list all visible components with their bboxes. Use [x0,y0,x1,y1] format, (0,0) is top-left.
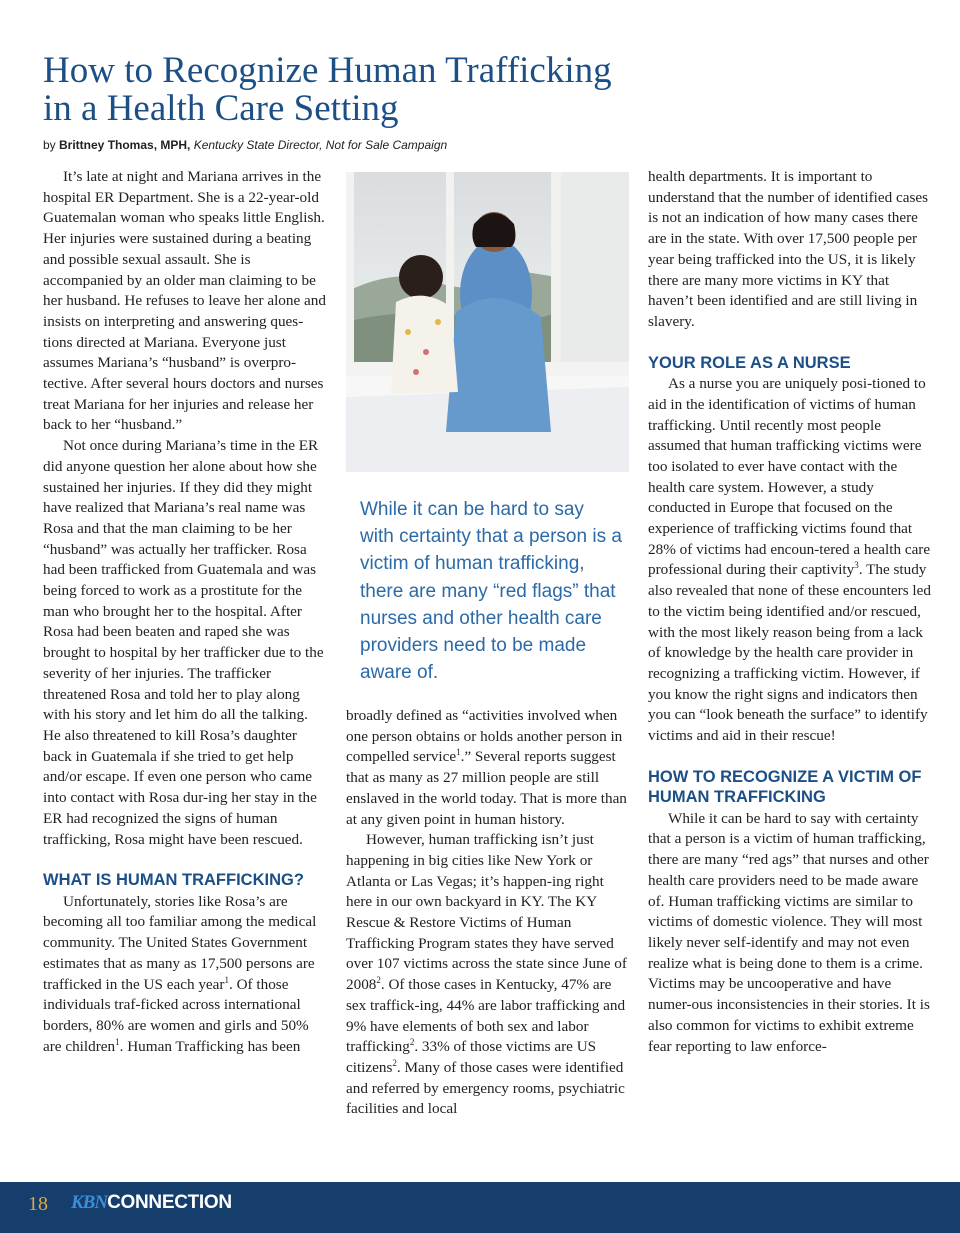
paragraph: It’s late at night and Mariana arrives in the hospital ER Department. She is a 22-year-old Guatemalan woman who speaks little English. Her injuries were sustained during a beating and possible sexual assault. She is accompanied by an older man claiming to be her husband. He refuses to leave her alone and insists on interpreting and answering ques-tions directed at Mariana. Everyone just assumes Mariana’s “husband” is overpro-tective. After several hours doctors and nurses treat Mariana for her injuries and release her back to her “husband.” [43,168,326,434]
title-line-2: in a Health Care Setting [43,88,399,129]
title-line-1: How to Recognize Human Trafficking [43,50,612,91]
paragraph [346,830,631,1120]
text-run: However, human trafficking isn’t just happening in big cities like New York or Atlanta or Las Vegas; it’s happen-ing right here in our own backyard in KY. The KY Rescue & Restore Victims of Human Trafficking Program states they have served over 107 victims across the state since June of 2008 [346,831,627,994]
section-heading-how-to-recognize: HOW TO RECOGNIZE A VICTIM OF HUMAN TRAFFICKING [648,767,922,807]
paragraph [648,374,932,747]
logo-connection: CONNECTION [107,1192,232,1213]
page-number: 18 [28,1193,48,1215]
text-run: . Human Trafficking has been [119,1037,301,1055]
footnote-ref: 2 [376,975,381,986]
pull-quote: While it can be hard to say with certainty that a person is a victim of human trafficking, there are many “red flags” that nurses and other health care providers need to be made aware of. [360,499,622,684]
paragraph [43,892,328,1058]
footnote-ref: 3 [854,560,859,571]
article-title [43,52,743,128]
text-run: As a nurse you are uniquely posi-tioned to aid in the identification of victims of human trafficking. Until recently most people assumed that human trafficking victims were too isolated to ever have contact with the health care system. However, a study conducted in Europe that focused on the experience of trafficking victims found that 28% of victims had encoun-tered a health care professional during their captivity [648,375,931,579]
text-run: . The study also revealed that none of these encounters led to the victim being identified and/or rescued, with the most likely reason being from a lack of knowledge by the health care provider in recognizing a trafficking victim. However, if you know the right signs and indicators then you can “look beneath the surface” to identify victims and aid in their rescue! [648,561,931,745]
text-run: . Many of those cases were identified and referred by emergency rooms, psychiatric facilities and local [346,1058,625,1118]
paragraph: While it can be hard to say with certainty that a person is a victim of human trafficking, there are many “red ags” that nurses and other health care providers need to be made aware of. Human trafficking victims are similar to victims of domestic violence. They will most likely never self-identify and may not even realize what is being done to them is a crime. Victims may be uncooperative and have numer-ous inconsistencies in their stories. It is also common for victims to exhibit extreme fear reporting to law enforce- [648,809,930,1055]
byline-prefix: by [43,138,60,152]
text-run: . 33% of those victims are US citizens [346,1038,597,1076]
footnote-ref: 1 [224,974,229,985]
footnote-ref: 1 [115,1036,120,1047]
paragraph [346,706,631,830]
column-1 [43,167,328,1057]
section-heading-what-is: WHAT IS HUMAN TRAFFICKING? [43,871,304,890]
column-2 [346,706,631,1120]
footnote-ref: 2 [392,1057,397,1068]
author-name: Brittney Thomas, MPH, [59,138,191,152]
author-role: Kentucky State Director, Not for Sale Campaign [190,138,448,152]
section-heading-your-role: YOUR ROLE AS A NURSE [648,353,851,372]
byline [43,138,447,152]
logo-kbn: KBN [71,1192,108,1213]
text-run: .” Several reports suggest that as many as 27 million people are still enslaved in the world today. That is more than at any given point in human history. [346,748,627,828]
photo-illustration [346,172,629,472]
footer-bar [0,1182,960,1233]
nurse-child-photo [346,172,629,472]
text-run: . Of those individuals traf-ficked across international borders, 80% are women and girls and 50% are children [43,975,309,1055]
text-run: broadly defined as “activities involved when one person obtains or holds another person in compelled service [346,707,623,766]
paragraph: Not once during Mariana’s time in the ER did anyone question her alone about how she sustained her injuries. If they did they might have realized that Mariana’s real name was Rosa and that the man claiming to be her “husband” was actually her trafficker. Rosa had been trafficked from Guatemala and was being forced to work as a prostitute for the man who brought her to the hospital. After Rosa had been beaten and raped she was brought to hospital by her trafficker due to the severity of her injuries. The trafficker threatened Rosa and told her to play along with his story and let him do all the talking. He also threatened to kill Rosa’s daughter back in Guatemala if she tried to get help and/or escape. If even one person who came into contact with Rosa dur-ing her stay in the ER had recognized the signs of human trafficking, Rosa might have been rescued. [43,437,324,848]
column-3 [648,167,932,1057]
footnote-ref: 1 [456,747,461,758]
kbn-connection-logo [71,1192,232,1214]
paragraph: health departments. It is important to understand that the number of identified cases is not an indication of how many cases there are in the state. With over 17,500 people per year being trafficked into the US, it is likely there are many more victims in KY that haven’t been identified and are still living in slavery. [648,168,929,330]
footnote-ref: 2 [409,1037,415,1048]
text-run: Unfortunately, stories like Rosa’s are becoming all too familiar among the medical community. The United States Government estimates that as many as 17,500 persons are trafficked in the US each year [43,892,317,993]
text-run: . Of those cases in Kentucky, 47% are sex traffick-ing, 44% are labor trafficking and 9% have elements of both sex and labor trafficking [346,976,626,1056]
